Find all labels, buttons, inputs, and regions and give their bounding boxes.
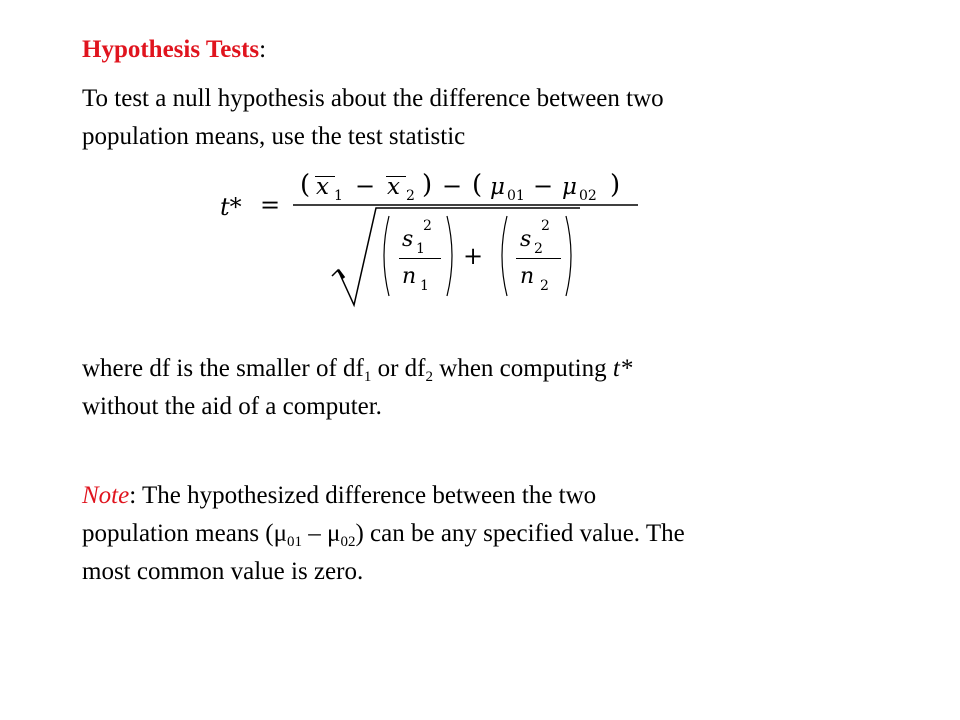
note-mu-2: μ	[327, 520, 341, 547]
intro-paragraph	[82, 80, 664, 156]
formula-equals: =	[260, 191, 281, 219]
intro-line-2: population means, use the test statistic	[82, 123, 466, 150]
numerator-close-paren-2: )	[610, 170, 621, 200]
denom-right-paren-2	[565, 214, 577, 298]
note-label: Note	[82, 482, 130, 509]
df-tstar: t*	[612, 355, 633, 382]
s2-fraction-bar	[516, 258, 561, 260]
slide-heading	[82, 30, 266, 70]
note-mu-1: μ	[273, 520, 288, 547]
note-sub-1: 01	[287, 534, 303, 550]
test-statistic-formula	[210, 162, 650, 308]
xbar1: x	[316, 174, 329, 200]
df-text-2: or df	[371, 355, 426, 382]
df-paragraph	[82, 350, 632, 426]
df-sub-2: 2	[425, 369, 434, 385]
df-text-3: when computing	[433, 355, 613, 382]
s1: s	[402, 227, 414, 252]
s2-exp: 2	[541, 218, 550, 234]
n1: n	[402, 264, 417, 289]
denom-right-paren-1	[446, 214, 458, 298]
n2-sub: 2	[540, 278, 549, 294]
note-sub-2: 02	[340, 534, 356, 550]
mu02-sub: 02	[579, 188, 597, 204]
denom-left-paren-1	[378, 214, 390, 298]
numerator-minus-1: −	[355, 172, 376, 200]
note-text-2a: population means (	[82, 520, 274, 547]
df-line-2: without the aid of a computer.	[82, 393, 382, 420]
note-line-3: most common value is zero.	[82, 558, 364, 585]
note-text-1: : The hypothesized difference between the two	[129, 482, 597, 509]
heading-colon: :	[259, 36, 267, 63]
mu02: μ	[562, 174, 577, 200]
intro-line-1: To test a null hypothesis about the difference between two	[82, 85, 664, 112]
df-sub-1: 1	[363, 369, 372, 385]
mu01: μ	[490, 174, 505, 200]
heading-label: Hypothesis Tests	[82, 36, 260, 63]
numerator-open-paren-2: (	[472, 170, 483, 200]
n1-sub: 1	[420, 278, 429, 294]
s1-exp: 2	[423, 218, 432, 234]
numerator-minus-3: −	[533, 172, 554, 200]
n2: n	[520, 264, 535, 289]
s1-sub: 1	[416, 241, 425, 257]
denom-left-paren-2	[496, 214, 508, 298]
df-text-1: where df is the smaller of df	[82, 355, 364, 382]
xbar1-sub: 1	[334, 188, 343, 204]
mu01-sub: 01	[507, 188, 525, 204]
df-line-1	[82, 350, 632, 388]
s2: s	[520, 227, 532, 252]
formula-plus: +	[463, 242, 484, 270]
numerator-minus-2: −	[442, 172, 463, 200]
numerator-close-paren: )	[422, 170, 433, 200]
numerator-open-paren: (	[300, 170, 311, 200]
note-dash: –	[302, 520, 328, 547]
note-line-2	[82, 515, 685, 553]
note-line-1	[82, 477, 685, 515]
formula-lhs: t*	[220, 193, 242, 221]
xbar2-sub: 2	[406, 188, 415, 204]
s2-sub: 2	[534, 241, 543, 257]
note-text-2b: ) can be any specified value. The	[355, 520, 685, 547]
s1-fraction-bar	[399, 258, 441, 260]
xbar2: x	[387, 174, 400, 200]
note-paragraph	[82, 477, 685, 591]
